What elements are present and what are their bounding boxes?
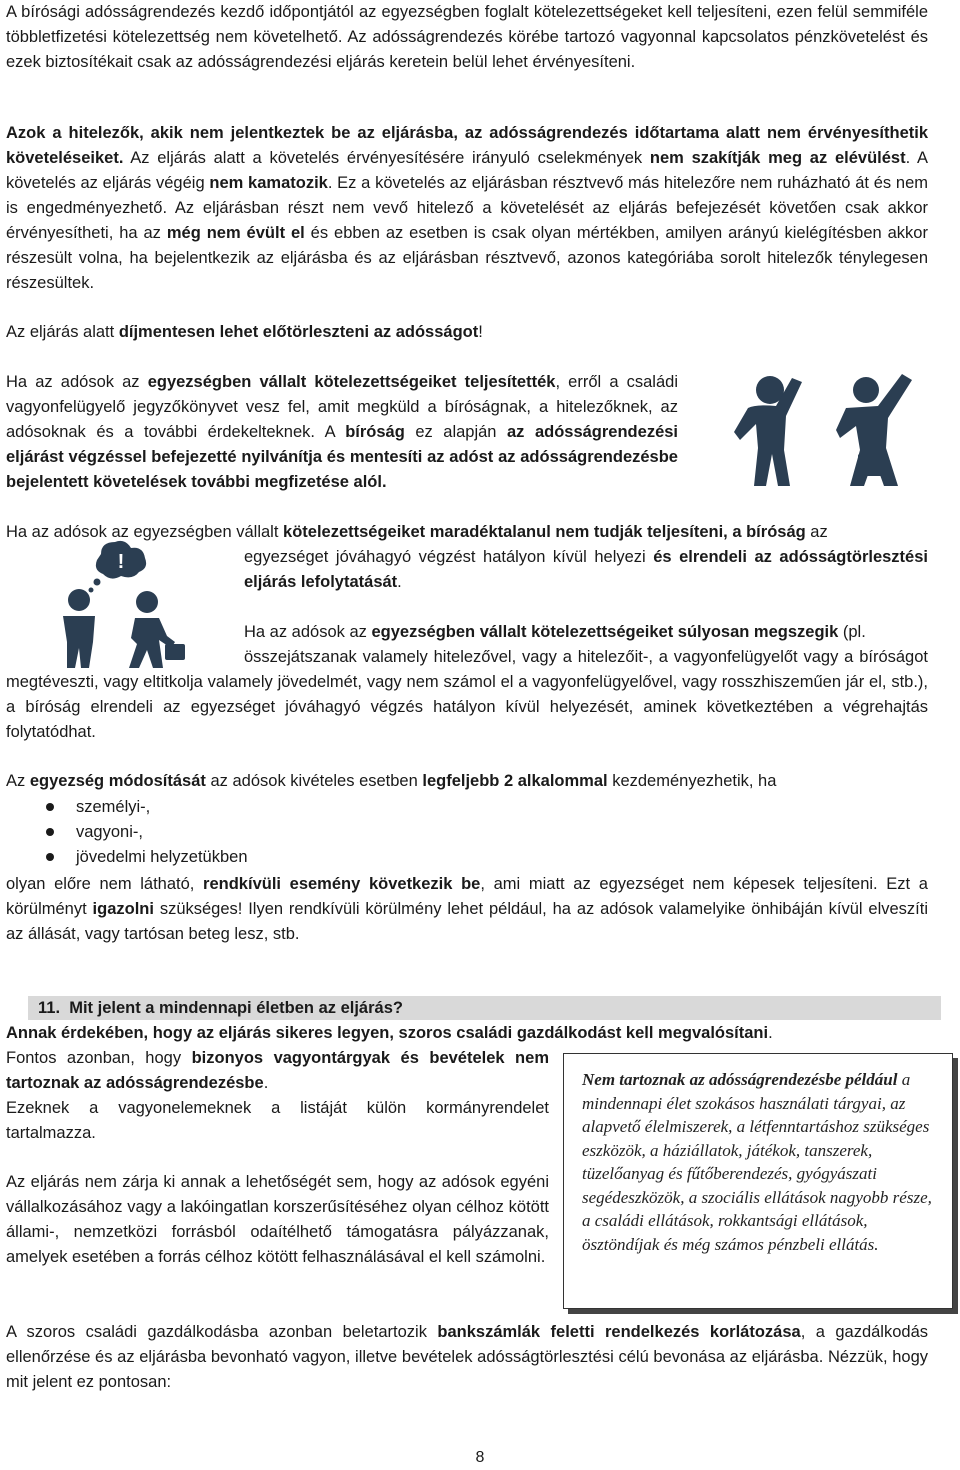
- paragraph-2: [6, 121, 928, 296]
- box-text: a mindennapi élet szokásos használati tárgyai, az alapvető élelmiszerek, a létfenntartáshoz szükséges eszközök, a háziállatok, játékok, tanszerek, tüzelőanyag és fűtőberendezés, gyógyászati segédeszközök, a szociális ellátások nagyobb része, a családi ellátások, rokkantsági ellátások, ösztöndíjak és még számos pénzbeli ellátás.: [582, 1070, 932, 1254]
- paragraph-9: [6, 1021, 928, 1046]
- p6-text-a: Ha az adósok az: [244, 623, 372, 641]
- p5-text-d: egyezséget jóváhagyó végzést hatályon kívül helyezi: [244, 548, 654, 566]
- celebrating-people-icon: [728, 368, 928, 490]
- p8-text-a: olyan előre nem látható,: [6, 875, 204, 893]
- paragraph-6-rest: [6, 645, 928, 745]
- p2-bold-g: még nem évült el: [166, 224, 305, 242]
- p7-bold-d: legfeljebb 2 alkalommal: [422, 772, 608, 790]
- paragraph-12: Az eljárás nem zárja ki annak a lehetőségét sem, hogy az adósok egyéni vállalkozásához vagy a lakóingatlan korszerűsítéséhez olyan célhoz kötött állami-, nemzetközi forrásból odaítélhető támogatásra pályázzanak, amelyek esetében a forrás célhoz kötött felhasználásával el kell számolni.: [6, 1173, 549, 1266]
- p8-text-e: szükséges! Ilyen rendkívüli körülmény lehet például, ha az adósok valamelyike önhibáján kívül elveszíti az állását, vagy tartósan beteg lesz, stb.: [6, 900, 928, 943]
- section-title: Mit jelent a mindennapi életben az eljárás?: [69, 999, 403, 1017]
- p4-text-c: , erről a családi vagyonfelügyelő jegyzőkönyvet vesz fel, amit megküld a bíróságnak, a hitelezőknek, az adósoknak és a további érdekelteknek. A: [6, 373, 678, 441]
- paragraph-11: Ezeknek a vagyonelemeknek a listáját külön kormányrendelet tartalmazza.: [6, 1099, 549, 1142]
- section-heading: [28, 996, 941, 1020]
- paragraph-10: [6, 1046, 549, 1096]
- p4-bold-f: az adósságrendezési eljárást végzéssel befejezetté nyilvánítja és mentesíti az adóst az adósságrendezésbe bejelentett követelések további megfizetése alól.: [6, 423, 679, 491]
- p13-text-c: , a gazdálkodás ellenőrzése és az eljárásba bevonható vagyon, illetve bevételek adósságtörlesztési célú bevonása az eljárásba. Nézzük, hogy mit jelent ez pontosan:: [6, 1323, 928, 1391]
- p13-bold-b: bankszámlák feletti rendelkezés korlátozása: [437, 1323, 801, 1341]
- list-item-text: személyi-,: [76, 798, 151, 816]
- section-number: 11.: [38, 999, 61, 1017]
- p13-text-a: A szoros családi gazdálkodásba azonban beletartozik: [6, 1323, 438, 1341]
- p2-bold-c: nem szakítják meg az elévülést: [649, 149, 906, 167]
- p3-text-c: !: [478, 323, 483, 341]
- p6-text-c: (pl.: [838, 623, 866, 641]
- p4-text-a: Ha az adósok az: [6, 373, 148, 391]
- p9-bold: Annak érdekében, hogy az eljárás sikeres legyen, szoros családi gazdálkodást kell megvalósítani: [6, 1024, 769, 1042]
- bullet-icon: [46, 853, 54, 861]
- box-example-label: például: [845, 1070, 898, 1089]
- p8-bold-d: igazolni: [92, 900, 154, 918]
- list-item-text: vagyoni-,: [76, 823, 143, 841]
- p5-bold-b: kötelezettségeiket maradéktalanul nem tudják teljesíteni, a bíróság: [283, 523, 806, 541]
- paragraph-13: [6, 1320, 928, 1395]
- p7-text-c: az adósok kivételes esetben: [205, 772, 423, 790]
- p3-bold-b: díjmentesen lehet előtörleszteni az adósságot: [118, 323, 479, 341]
- paragraph-3: [6, 320, 928, 345]
- p4-bold-b: egyezségben vállalt kötelezettségeiket teljesítették: [147, 373, 556, 391]
- exempt-items-box: [563, 1053, 953, 1309]
- list-item: [6, 820, 906, 845]
- p2-text-d: . A követelés az eljárás végéig: [6, 149, 929, 192]
- p4-text-e: ez alapján: [404, 423, 507, 441]
- p3-text-a: Az eljárás alatt: [6, 323, 119, 341]
- svg-text:!: !: [117, 551, 125, 573]
- paragraph-5-rest: [244, 545, 928, 595]
- bullet-icon: [46, 803, 54, 811]
- p2-text-h: és ebben az esetben is csak olyan mértékben, amilyen arányú kielégítésben akkor részesült volna, ha bejelentkezik az eljárásba és az eljárásban résztvevő, azonos kategóriába sorolt hitelezők ténylegesen részesültek.: [6, 224, 928, 292]
- p5-text-a: Ha az adósok az egyezségben vállalt: [6, 523, 284, 541]
- paragraph-4: [6, 370, 678, 495]
- p8-bold-b: rendkívüli esemény következik be: [203, 875, 481, 893]
- p6-bold-b: egyezségben vállalt kötelezettségeiket súlyosan megszegik: [371, 623, 839, 641]
- p10-bold-b: bizonyos vagyontárgyak és bevételek nem tartoznak az adósságrendezésbe: [6, 1049, 549, 1092]
- list-item-text: jövedelmi helyzetükben: [76, 848, 248, 866]
- list-item: [6, 795, 906, 820]
- p10-text-a: Fontos azonban, hogy: [6, 1049, 192, 1067]
- p2-bold-e: nem kamatozik: [209, 174, 328, 192]
- p4-bold-d: bíróság: [345, 423, 405, 441]
- p8-text-c: , ami miatt az egyezséget nem képesek teljesíteni. Ezt a körülményt: [6, 875, 928, 918]
- p7-bold-b: egyezség módosítását: [29, 772, 206, 790]
- p5-bold-e: és elrendeli az adósságtörlesztési eljárás lefolytatását: [244, 548, 928, 591]
- paragraph-7: [6, 769, 928, 794]
- p2-text-b: Az eljárás alatt a követelés érvényesítésére irányuló cselekmények: [123, 149, 650, 167]
- situation-list: [6, 795, 906, 870]
- p7-text-a: Az: [6, 772, 30, 790]
- paragraph-8: [6, 872, 928, 947]
- p2-text-f: . Ez a követelés az eljárásban résztvevő más hitelezőre nem ruházható át és nem is engedményezhető. Az eljárásban részt nem vevő hitelező a követelését az eljárás befejezését követően csak akkor érvényesítheti, ha az: [6, 174, 928, 242]
- p5-text-c: az: [805, 523, 828, 541]
- p2-bold-a: Azok a hitelezők, akik nem jelentkeztek be az eljárásba, az adósságrendezés időtartama alatt nem érvényesíthetik követeléseiket.: [6, 124, 928, 167]
- paragraph-1: A bírósági adósságrendezés kezdő időpontjától az egyezségben foglalt kötelezettségeket kell teljesíteni, ezen felül semmiféle többletfizetési kötelezettség nem követelhető. Az adósságrendezés körébe tartozó vagyonnal kapcsolatos pénzkövetelést és ezek biztosítékait csak az adósságrendezési eljárás keretein belül lehet érvényesíteni.: [6, 3, 928, 71]
- p5-text-f: .: [397, 573, 402, 591]
- paragraph-6-top: [244, 620, 928, 645]
- p9-end: .: [768, 1024, 773, 1042]
- p7-text-e: kezdeményezhetik, ha: [607, 772, 777, 790]
- p6-text-d: összejátszanak valamely hitelezővel, vagy a hitelezőit-, a vagyonfelügyelőt vagy a bíróságot megtéveszti, vagy eltitkolja valamely jövedelmét, vagy nem számol el a vagyonfelügyelővel, vagy rosszhiszeműen jár el, stb.), a bíróság elrendeli az egyezséget jóváhagyó végzés hatályon kívül helyezését, aminek következtében a végrehajtás folytatódhat.: [6, 648, 928, 741]
- box-heading: Nem tartoznak az adósságrendezésbe: [582, 1070, 842, 1089]
- page-number: 8: [475, 1449, 485, 1466]
- bullet-icon: [46, 828, 54, 836]
- p10-text-c: .: [263, 1074, 269, 1092]
- list-item: [6, 845, 906, 870]
